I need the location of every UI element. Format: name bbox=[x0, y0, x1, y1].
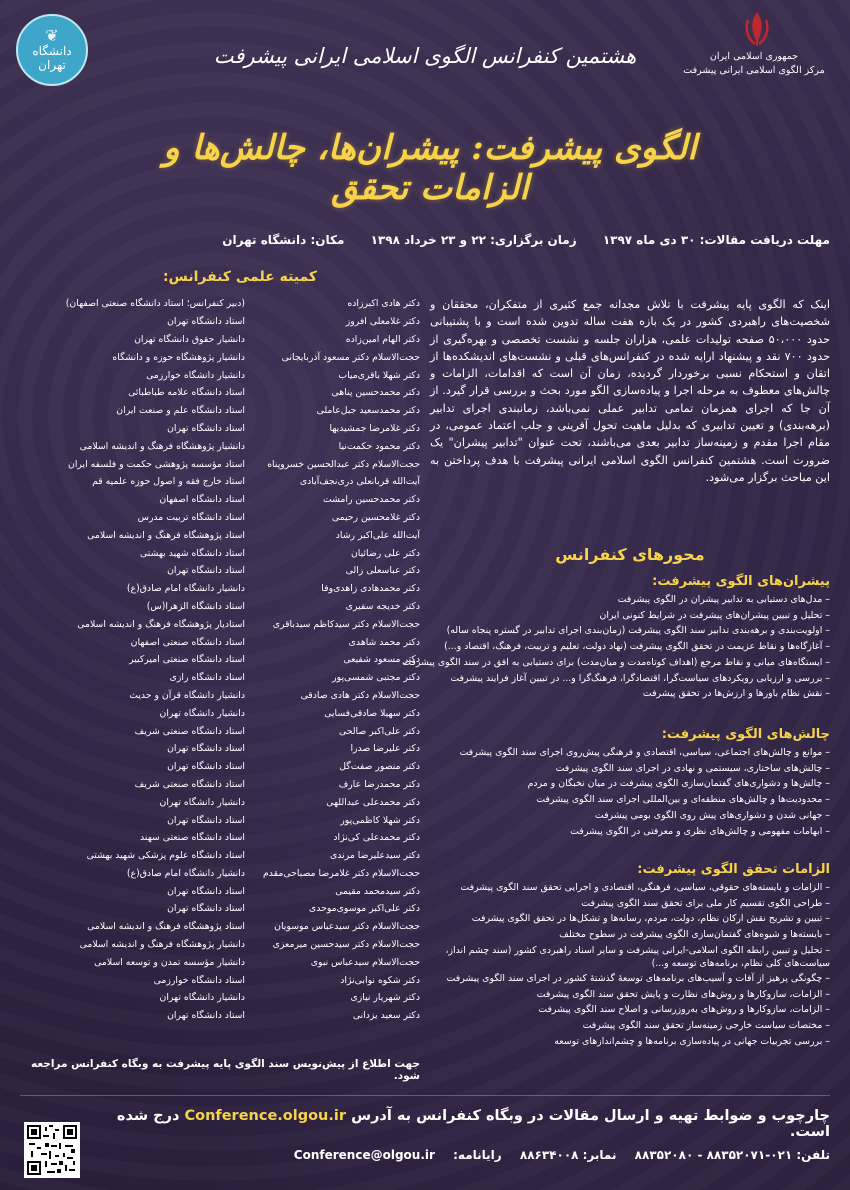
org-name-1: جمهوری اسلامی ایران bbox=[709, 51, 799, 62]
committee-member-row bbox=[20, 313, 420, 331]
committee-member-name: دکتر شهلا باقری‌میاب bbox=[338, 369, 420, 381]
committee-member-name: دکتر سیدمحمد مقیمی bbox=[335, 885, 420, 897]
committee-member-row bbox=[20, 811, 420, 829]
conference-url-link[interactable]: Conference.olgou.ir bbox=[184, 1108, 347, 1124]
committee-member-name: حجت‌الاسلام سیدعباس نبوی bbox=[310, 956, 420, 968]
axis-section-requirements bbox=[420, 862, 830, 1049]
committee-member-row bbox=[20, 526, 420, 544]
committee-member-affiliation: دانشیار دانشگاه امام صادق(ع) bbox=[126, 583, 245, 595]
committee-member-affiliation: استاد دانشگاه صنعتی شریف bbox=[134, 725, 245, 737]
committee-member-name: دکتر سهیلا صادقی‌فسایی bbox=[324, 707, 420, 719]
committee-member-name: حجت‌الاسلام دکتر غلامرضا مصباحی‌مقدم bbox=[263, 867, 420, 879]
axis-item: – طراحی الگوی تقسیم کار ملی برای تحقق سند الگوی پیشرفت bbox=[420, 896, 830, 912]
committee-member-affiliation: (دبیر کنفرانس؛ استاد دانشگاه صنعتی اصفهان) bbox=[65, 298, 245, 310]
committee-member-name: دکتر محمدهادی زاهدی‌وفا bbox=[321, 583, 420, 595]
committee-member-affiliation: دانشیار حقوق دانشگاه تهران bbox=[134, 333, 245, 345]
committee-member-row bbox=[20, 847, 420, 865]
committee-member-name: دکتر عباسعلی زالی bbox=[345, 565, 420, 577]
committee-member-name: دکتر محمدرضا عارف bbox=[338, 778, 420, 790]
axis-item: – بررسی و ارزیابی رویکردهای سیاست‌گرا، اقتصادگرا، فرهنگ‌گرا و... در تبیین آغاز فرایند پیشرفت bbox=[420, 671, 830, 687]
committee-member-affiliation: استاد دانشگاه علوم پزشکی شهید بهشتی bbox=[86, 850, 245, 862]
phone-text: تلفن: ۰۲۱-۸۸۳۵۲۰۷۱ - ۸۸۳۵۲۰۸۰ bbox=[634, 1148, 830, 1162]
committee-member-row bbox=[20, 918, 420, 936]
axis-item: – الزامات، سازوکارها و روش‌های نظارت و پایش تحقق سند الگوی پیشرفت bbox=[420, 987, 830, 1003]
university-seal-icon: ❦ دانشگاه تهران bbox=[16, 14, 88, 86]
fax-text: نمابر: ۸۸۶۳۴۰۰۸ bbox=[519, 1148, 617, 1162]
submission-info bbox=[100, 1108, 830, 1140]
committee-member-row bbox=[20, 687, 420, 705]
footer-divider bbox=[20, 1095, 830, 1096]
committee-member-row bbox=[20, 402, 420, 420]
committee-member-name: دکتر مجتبی شمسی‌پور bbox=[332, 672, 420, 684]
committee-member-row bbox=[20, 651, 420, 669]
axis-item: – مدل‌های دستیابی به تدابیر پیشران در الگوی پیشرفت bbox=[420, 592, 830, 608]
qr-code-icon[interactable] bbox=[24, 1122, 80, 1178]
committee-member-row bbox=[20, 669, 420, 687]
committee-member-affiliation: دانشیار دانشگاه تهران bbox=[159, 707, 245, 719]
committee-member-name: دکتر محمدسعید جبل‌عاملی bbox=[316, 405, 420, 417]
committee-member-name: دکتر محمدعلی عبداللهی bbox=[326, 796, 420, 808]
committee-member-name: دکتر منصور صفت‌گل bbox=[339, 761, 420, 773]
committee-member-affiliation: استاد پژوهشگاه فرهنگ و اندیشه اسلامی bbox=[87, 529, 245, 541]
committee-member-name: دکتر غلامرضا جمشیدیها bbox=[329, 422, 420, 434]
org-name-2: مرکز الگوی اسلامی ایرانی پیشرفت bbox=[683, 65, 825, 76]
axis-item: – چالش‌ها و دشواری‌های گفتمان‌سازی الگوی پیشرفت در میان نخبگان و مردم bbox=[420, 776, 830, 792]
axis-section-drivers bbox=[402, 574, 830, 702]
committee-member-name: دکتر شهریار نیازی bbox=[350, 992, 420, 1004]
conference-subtitle: هشتمین کنفرانس الگوی اسلامی ایرانی پیشرفت bbox=[213, 44, 637, 68]
committee-member-name: دکتر هادی اکبرزاده bbox=[347, 298, 420, 310]
axis-section-title: پیشران‌های الگوی پیشرفت: bbox=[652, 574, 830, 589]
committee-member-name: حجت‌الاسلام دکتر سیدعباس موسویان bbox=[274, 921, 420, 933]
committee-member-name: دکتر علی رضائیان bbox=[350, 547, 420, 559]
committee-member-name: دکتر علی‌اکبر موسوی‌موحدی bbox=[308, 903, 420, 915]
committee-member-row bbox=[20, 615, 420, 633]
committee-member-row bbox=[20, 936, 420, 954]
committee-member-affiliation: استاد خارج فقه و اصول حوزه علمیه قم bbox=[92, 476, 245, 488]
committee-list bbox=[20, 295, 420, 1025]
committee-member-name: دکتر محمود حکمت‌نیا bbox=[338, 440, 420, 452]
committee-member-row bbox=[20, 704, 420, 722]
committee-member-row bbox=[20, 633, 420, 651]
committee-member-affiliation: استاد دانشگاه خوارزمی bbox=[153, 974, 245, 986]
committee-member-row bbox=[20, 331, 420, 349]
deadline-text: مهلت دریافت مقالات: ۳۰ دی ماه ۱۳۹۷ bbox=[602, 233, 830, 247]
committee-member-affiliation: استاد دانشگاه تهران bbox=[167, 565, 245, 577]
axis-item: – چگونگی پرهیز از آفات و آسیب‌های برنامه‌های توسعهٔ گذشتهٔ کشور در اجرای سند الگوی پیشرفت bbox=[420, 971, 830, 987]
axis-item: – مختصات سیاست خارجی زمینه‌ساز تحقق سند الگوی پیشرفت bbox=[420, 1018, 830, 1034]
committee-member-name: دکتر سعید یزدانی bbox=[352, 1010, 420, 1022]
committee-member-affiliation: دانشیار دانشگاه تهران bbox=[159, 992, 245, 1004]
committee-member-affiliation: استاد دانشگاه صنعتی سهند bbox=[140, 832, 245, 844]
axis-item: – ابهامات مفهومی و چالش‌های نظری و معرفتی در الگوی پیشرفت bbox=[420, 824, 830, 840]
submission-suffix: درج شده است. bbox=[116, 1108, 830, 1140]
axis-item: – چالش‌های ساختاری، سیستمی و نهادی در اجرای سند الگوی پیشرفت bbox=[420, 761, 830, 777]
committee-member-affiliation: استاد دانشگاه علامه طباطبائی bbox=[128, 387, 245, 399]
committee-member-affiliation: دانشیار دانشگاه خوارزمی bbox=[146, 369, 245, 381]
axis-item: – بررسی تجربیات جهانی در پیاده‌سازی برنامه‌ها و چشم‌اندازهای توسعه bbox=[420, 1034, 830, 1050]
submission-text: چارچوب و ضوابط تهیه و ارسال مقالات در وبگاه کنفرانس به آدرس bbox=[351, 1108, 830, 1124]
committee-member-name: دکتر غلامحسین رحیمی bbox=[331, 511, 420, 523]
committee-member-name: دکتر شکوه نوابی‌نژاد bbox=[340, 974, 420, 986]
axis-item: – تبیین و تشریح نقش ارکان نظام، دولت، مردم، رسانه‌ها و تشکل‌ها در تحقق الگوی پیشرفت bbox=[420, 911, 830, 927]
committee-member-row bbox=[20, 865, 420, 883]
axis-item: – ایستگاه‌های میانی و نقاط مرجع (اهداف کوتاه‌مدت و میان‌مدت) برای دستیابی به افق در سند الگوی پیشرفت bbox=[420, 655, 830, 671]
axis-item: – الزامات و بایسته‌های حقوقی، سیاسی، فرهنگی، اقتصادی و اجرایی تحقق سند الگوی پیشرفت bbox=[420, 880, 830, 896]
axis-section-title: الزامات تحقق الگوی پیشرفت: bbox=[637, 862, 830, 877]
axis-item: – موانع و چالش‌های اجتماعی، سیاسی، اقتصادی و فرهنگی پیش‌روی اجرای سند الگوی پیشرفت bbox=[420, 745, 830, 761]
committee-member-row bbox=[20, 989, 420, 1007]
axis-item: – جهانی شدن و دشواری‌های پیش روی الگوی بومی پیشرفت bbox=[420, 808, 830, 824]
committee-member-name: آیت‌الله قربانعلی دری‌نجف‌آبادی bbox=[299, 476, 420, 488]
axis-item: – اولویت‌بندی و برهه‌بندی تدابیر سند الگوی پیشرفت (زمان‌بندی اجرای تدابیر در گستره پنجاه ساله) bbox=[420, 623, 830, 639]
committee-member-row bbox=[20, 953, 420, 971]
committee-member-affiliation: دانشیار پژوهشگاه حوزه و دانشگاه bbox=[112, 351, 245, 363]
committee-member-row bbox=[20, 348, 420, 366]
event-date-text: زمان برگزاری: ۲۲ و ۲۳ خرداد ۱۳۹۸ bbox=[370, 233, 577, 247]
committee-member-row bbox=[20, 740, 420, 758]
committee-member-name: دکتر سیدعلیرضا مرندی bbox=[329, 850, 420, 862]
committee-member-name: دکتر علی‌اکبر صالحی bbox=[338, 725, 420, 737]
committee-member-name: دکتر مسعود شفیعی bbox=[343, 654, 420, 666]
axis-item: – تحلیل و تبیین پیشران‌های پیشرفت در شرایط کنونی ایران bbox=[420, 608, 830, 624]
committee-member-name: دکتر محمدحسین پناهی bbox=[331, 387, 420, 399]
committee-member-row bbox=[20, 758, 420, 776]
committee-member-row bbox=[20, 776, 420, 794]
committee-member-affiliation: استاد دانشگاه صنعتی امیرکبیر bbox=[129, 654, 245, 666]
committee-member-row bbox=[20, 598, 420, 616]
committee-member-name: دکتر غلامعلی افروز bbox=[345, 316, 420, 328]
committee-member-affiliation: دانشیار دانشگاه امام صادق(ع) bbox=[126, 867, 245, 879]
committee-member-row bbox=[20, 1007, 420, 1025]
committee-member-affiliation: استاد دانشگاه صنعتی شریف bbox=[134, 778, 245, 790]
committee-member-name: دکتر محمد شاهدی bbox=[348, 636, 420, 648]
committee-member-affiliation: استاد دانشگاه تهران bbox=[167, 1010, 245, 1022]
committee-member-affiliation: استاد دانشگاه تهران bbox=[167, 761, 245, 773]
committee-member-affiliation: استاد دانشگاه شهید بهشتی bbox=[140, 547, 245, 559]
committee-member-affiliation: استاد دانشگاه الزهرا(س) bbox=[146, 600, 245, 612]
committee-member-affiliation: استاد دانشگاه تهران bbox=[167, 422, 245, 434]
committee-member-affiliation: دانشیار پژوهشگاه فرهنگ و اندیشه اسلامی bbox=[79, 939, 245, 951]
committee-member-name: دکتر خدیجه سفیری bbox=[345, 600, 420, 612]
organization-names bbox=[670, 50, 838, 78]
committee-member-name: حجت‌الاسلام دکتر مسعود آذربایجانی bbox=[281, 351, 420, 363]
email-label: رایانامه: bbox=[453, 1148, 502, 1162]
axis-item: – آغازگاه‌ها و نقاط عزیمت در تحقق الگوی پیشرفت (نهاد دولت، تعلیم و تربیت، فرهنگ، اقتصاد و...) bbox=[420, 639, 830, 655]
committee-member-name: دکتر شهلا کاظمی‌پور bbox=[340, 814, 420, 826]
committee-member-affiliation: استادیار پژوهشگاه فرهنگ و اندیشه اسلامی bbox=[77, 618, 245, 630]
committee-member-name: دکتر الهام امین‌زاده bbox=[345, 333, 420, 345]
axis-item: – تحلیل و تبیین رابطه الگوی اسلامی-ایرانی پیشرفت و سایر اسناد راهبردی کشور (سند چشم انداز، سیاست‌های کلی نظام، برنامه‌های توسعه و...) bbox=[420, 943, 830, 971]
committee-member-row bbox=[20, 455, 420, 473]
committee-member-row bbox=[20, 437, 420, 455]
draft-note: جهت اطلاع از پیش‌نویس سند الگوی پایه پیشرفت به وبگاه کنفرانس مراجعه شود. bbox=[30, 1058, 420, 1082]
committee-member-affiliation: دانشیار دانشگاه تهران bbox=[159, 796, 245, 808]
axis-section-title: چالش‌های الگوی پیشرفت: bbox=[661, 727, 830, 742]
committee-title: کمیته علمی کنفرانس: bbox=[162, 269, 318, 285]
committee-member-affiliation: استاد دانشگاه تهران bbox=[167, 903, 245, 915]
committee-member-row bbox=[20, 544, 420, 562]
committee-member-row bbox=[20, 366, 420, 384]
committee-member-row bbox=[20, 882, 420, 900]
committee-member-affiliation: استاد دانشگاه صنعتی اصفهان bbox=[130, 636, 245, 648]
committee-member-row bbox=[20, 829, 420, 847]
committee-member-name: حجت‌الاسلام دکتر هادی صادقی bbox=[300, 689, 420, 701]
intro-paragraph-block bbox=[430, 296, 830, 486]
committee-member-row bbox=[20, 473, 420, 491]
conference-title: الگوی پیشرفت: پیشران‌ها، چالش‌ها و الزامات تحقق bbox=[163, 128, 697, 208]
committee-member-affiliation: استاد پژوهشگاه فرهنگ و اندیشه اسلامی bbox=[87, 921, 245, 933]
venue-text: مکان: دانشگاه تهران bbox=[222, 233, 345, 247]
committee-member-name: دکتر محمدعلی کی‌نژاد bbox=[333, 832, 420, 844]
committee-member-affiliation: استاد دانشگاه تهران bbox=[167, 814, 245, 826]
committee-member-name: دکتر محمدحسین رامشت bbox=[322, 494, 420, 506]
committee-member-affiliation: استاد دانشگاه تهران bbox=[167, 743, 245, 755]
committee-member-row bbox=[20, 793, 420, 811]
committee-member-affiliation: استاد مؤسسه پژوهشی حکمت و فلسفه ایران bbox=[68, 458, 245, 470]
dates-bar bbox=[40, 233, 830, 247]
axis-section-challenges bbox=[420, 727, 830, 839]
email-link[interactable]: Conference@olgou.ir bbox=[293, 1148, 435, 1162]
axes-title: محورهای کنفرانس bbox=[555, 545, 705, 564]
committee-member-name: حجت‌الاسلام دکتر عبدالحسین خسروپناه bbox=[267, 458, 420, 470]
committee-member-affiliation: استاد دانشگاه تهران bbox=[167, 316, 245, 328]
committee-member-affiliation: استاد دانشگاه تربیت مدرس bbox=[137, 511, 245, 523]
committee-member-row bbox=[20, 722, 420, 740]
committee-member-row bbox=[20, 295, 420, 313]
contact-info bbox=[100, 1148, 830, 1162]
committee-member-row bbox=[20, 384, 420, 402]
committee-member-name: آیت‌الله علی‌اکبر رشاد bbox=[335, 529, 420, 541]
committee-member-name: حجت‌الاسلام دکتر سیدکاظم سیدباقری bbox=[272, 618, 420, 630]
committee-member-affiliation: دانشیار مؤسسه تمدن و توسعه اسلامی bbox=[94, 956, 245, 968]
committee-member-row bbox=[20, 420, 420, 438]
axis-item: – محدودیت‌ها و چالش‌های منطقه‌ای و بین‌المللی اجرای سند الگوی پیشرفت bbox=[420, 792, 830, 808]
university-seal-text: دانشگاه تهران bbox=[32, 44, 72, 72]
axis-item: – نقش نظام باورها و ارزش‌ها در تحقق پیشرفت bbox=[420, 686, 830, 702]
committee-member-affiliation: دانشیار پژوهشگاه فرهنگ و اندیشه اسلامی bbox=[79, 440, 245, 452]
axis-item: – بایسته‌ها و شیوه‌های گفتمان‌سازی الگوی پیشرفت در سطوح مختلف bbox=[420, 927, 830, 943]
committee-member-affiliation: استاد دانشگاه رازی bbox=[169, 672, 245, 684]
axis-item: – الزامات، سازوکارها و روش‌های به‌روزرسانی و اصلاح سند الگوی پیشرفت bbox=[420, 1002, 830, 1018]
committee-member-row bbox=[20, 900, 420, 918]
intro-paragraph: اینک که الگوی پایه پیشرفت با تلاش مجدانه جمع کثیری از متفکران، محققان و شخصیت‌های راهبردی کشور در یک بازه هفت ساله تدوین شده است و با پشتیبانی حدود ۵۰،۰۰۰ صفحه تولیدات علمی، هزاران جلسه و نشست تخصصی و بهره‌گیری از حدود ۷۰۰ نقد و پیشنهاد ارایه شده در کنفرانس‌های قبلی و نشست‌های اندیشکده‌ها از اتقان و استحکام نسبی برخوردار گردیده، زمان آن است که اقدامات، الزامات و چالش‌های معطوف به مرحله اجرا و پیاده‌سازی الگو مورد بحث و بررسی قرار گیرد. از آن جا که اجرای همزمان تمامی تدابیر عملی نمی‌باشد، زمانبندی اجرای تدابیر (برهه‌بندی) و تعیین تدابیری که بدلیل ماهیت تحول آفرینی و جلب اعتماد عمومی، در مقام اجرا مقدم و زمینه‌ساز تدابیر بعدی می‌باشند، تحت عنوان "تدابیر پیشران" یک ضرورت است. هشتمین کنفرانس الگوی اسلامی ایرانی پیشرفت با هدف پرداختن به این مباحث برگزار می‌شود. bbox=[430, 298, 831, 484]
committee-member-row bbox=[20, 971, 420, 989]
committee-member-row bbox=[20, 562, 420, 580]
iran-emblem-icon bbox=[742, 10, 772, 50]
committee-member-row bbox=[20, 491, 420, 509]
committee-member-name: حجت‌الاسلام دکتر سیدحسین میرمعزی bbox=[272, 939, 420, 951]
committee-member-affiliation: استاد دانشگاه اصفهان bbox=[159, 494, 245, 506]
committee-member-row bbox=[20, 580, 420, 598]
committee-member-row bbox=[20, 509, 420, 527]
committee-member-affiliation: دانشیار دانشگاه قرآن و حدیث bbox=[129, 689, 245, 701]
committee-member-name: دکتر علیرضا صدرا bbox=[350, 743, 420, 755]
committee-member-affiliation: استاد دانشگاه علم و صنعت ایران bbox=[116, 405, 245, 417]
committee-member-affiliation: استاد دانشگاه تهران bbox=[167, 885, 245, 897]
